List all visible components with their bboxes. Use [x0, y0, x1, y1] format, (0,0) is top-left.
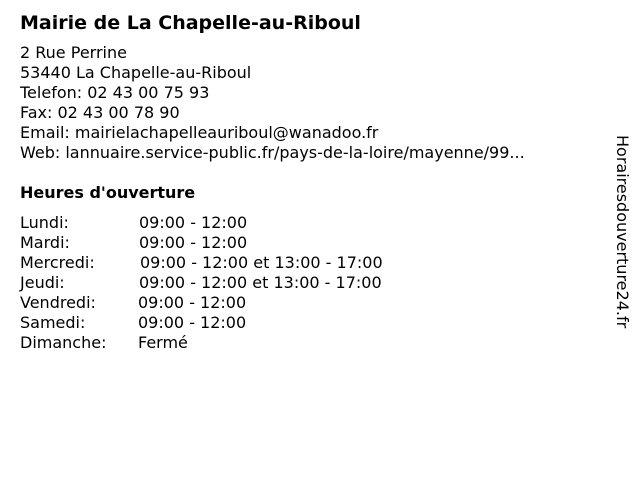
page-title: Mairie de La Chapelle-au-Riboul: [20, 12, 361, 34]
fax-number: Fax: 02 43 00 78 90: [20, 103, 180, 122]
day-hours: 09:00 - 12:00: [139, 233, 248, 252]
day-label: Jeudi:: [20, 273, 65, 292]
day-label: Dimanche:: [20, 333, 107, 352]
day-label: Samedi:: [20, 313, 86, 332]
street-address: 2 Rue Perrine: [20, 43, 127, 62]
day-label: Lundi:: [20, 213, 69, 232]
day-hours: 09:00 - 12:00 et 13:00 - 17:00: [140, 253, 383, 272]
hours-heading: Heures d'ouverture: [20, 183, 196, 202]
day-label: Vendredi:: [20, 293, 96, 312]
day-hours: Fermé: [138, 333, 188, 352]
day-hours: 09:00 - 12:00 et 13:00 - 17:00: [139, 273, 382, 292]
phone-number: Telefon: 02 43 00 75 93: [20, 83, 210, 102]
email-address: Email: mairielachapelleauriboul@wanadoo.fr: [20, 123, 379, 142]
day-label: Mardi:: [20, 233, 70, 252]
day-hours: 09:00 - 12:00: [138, 293, 247, 312]
city-address: 53440 La Chapelle-au-Riboul: [20, 63, 252, 82]
day-label: Mercredi:: [20, 253, 95, 272]
day-hours: 09:00 - 12:00: [138, 313, 247, 332]
website-url: Web: lannuaire.service-public.fr/pays-de-la-loire/mayenne/99...: [20, 143, 525, 162]
site-watermark: Horairesdouverture24.fr: [613, 135, 632, 329]
day-hours: 09:00 - 12:00: [139, 213, 248, 232]
contact-info: [20, 43, 525, 163]
